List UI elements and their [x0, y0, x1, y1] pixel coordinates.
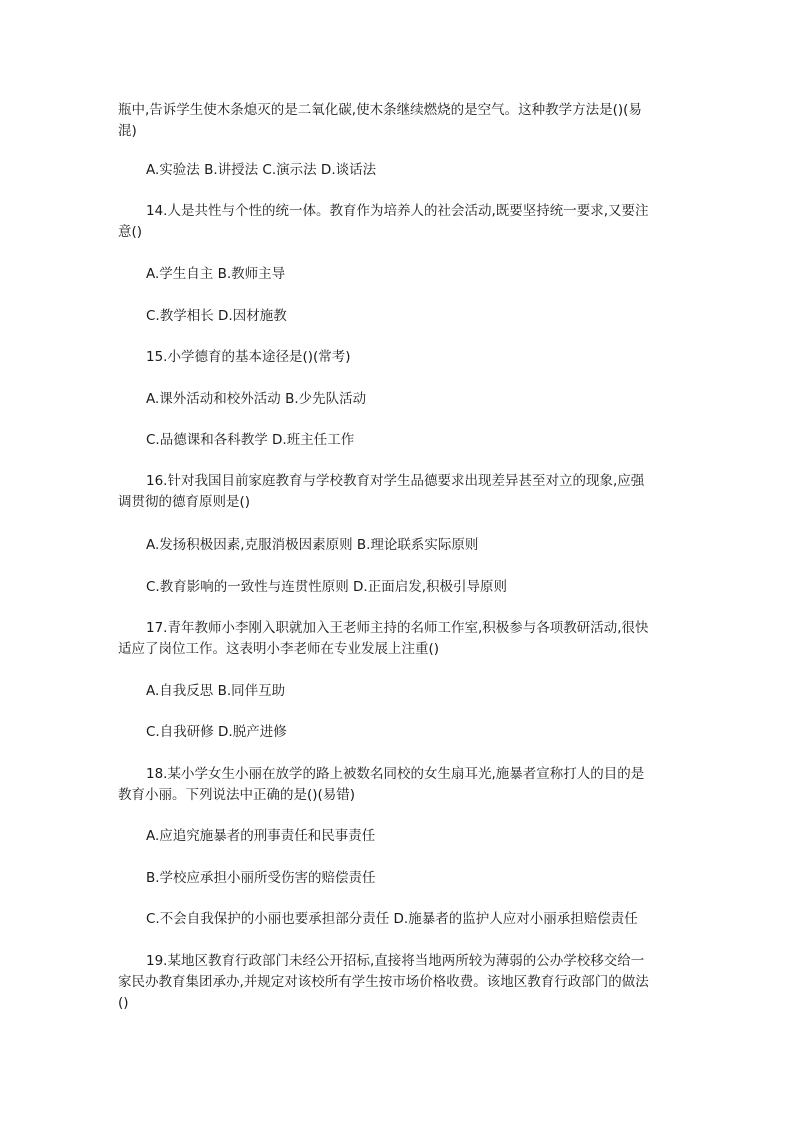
q18-stem-line-2: 教育小丽。下列说法中正确的是()(易错)	[118, 787, 356, 803]
q13-stem-line-1: 瓶中,告诉学生使木条熄灭的是二氧化碳,使木条继续燃烧的是空气。这种教学方法是()(易	[118, 102, 642, 118]
q16-stem-line-2: 调贯彻的德育原则是()	[118, 494, 251, 510]
q16-stem-line-1: 16.针对我国目前家庭教育与学校教育对学生品德要求出现差异甚至对立的现象,应强	[146, 473, 645, 489]
q18-stem-line-1: 18.某小学女生小丽在放学的路上被数名同校的女生扇耳光,施暴者宣称打人的目的是	[146, 766, 645, 782]
q14-stem-line-1: 14.人是共性与个性的统一体。教育作为培养人的社会活动,既要坚持统一要求,又要注	[146, 203, 649, 219]
q14-options-cd: C.教学相长 D.因材施教	[146, 308, 287, 324]
q16-options-ab: A.发扬积极因素,克服消极因素原则 B.理论联系实际原则	[146, 537, 479, 553]
q19-stem-line-2: 家民办教育集团承办,并规定对该校所有学生按市场价格收费。该地区教育行政部门的做法	[118, 974, 649, 990]
q14-options-ab: A.学生自主 B.教师主导	[146, 266, 286, 282]
q17-stem-line-1: 17.青年教师小李刚入职就加入王老师主持的名师工作室,积极参与各项教研活动,很快	[146, 620, 649, 636]
q16-options-cd: C.教育影响的一致性与连贯性原则 D.正面启发,积极引导原则	[146, 579, 507, 595]
q13-stem-line-2: 混)	[118, 123, 137, 139]
q18-options-cd: C.不会自我保护的小丽也要承担部分责任 D.施暴者的监护人应对小丽承担赔偿责任	[146, 911, 638, 927]
q17-stem-line-2: 适应了岗位工作。这表明小李老师在专业发展上注重()	[118, 641, 440, 657]
q15-options-ab: A.课外活动和校外活动 B.少先队活动	[146, 391, 367, 407]
q14-stem-line-2: 意()	[118, 224, 143, 240]
q15-options-cd: C.品德课和各科教学 D.班主任工作	[146, 432, 355, 448]
q18-option-a: A.应追究施暴者的刑事责任和民事责任	[146, 828, 376, 844]
q13-options: A.实验法 B.讲授法 C.演示法 D.谈话法	[146, 162, 377, 178]
q18-option-b: B.学校应承担小丽所受伤害的赔偿责任	[146, 870, 376, 886]
q15-stem: 15.小学德育的基本途径是()(常考)	[146, 349, 351, 365]
q19-stem-line-3: ()	[118, 995, 129, 1011]
q19-stem-line-1: 19.某地区教育行政部门未经公开招标,直接将当地两所较为薄弱的公办学校移交给一	[146, 953, 645, 969]
q17-options-ab: A.自我反思 B.同伴互助	[146, 683, 286, 699]
q17-options-cd: C.自我研修 D.脱产进修	[146, 724, 287, 740]
